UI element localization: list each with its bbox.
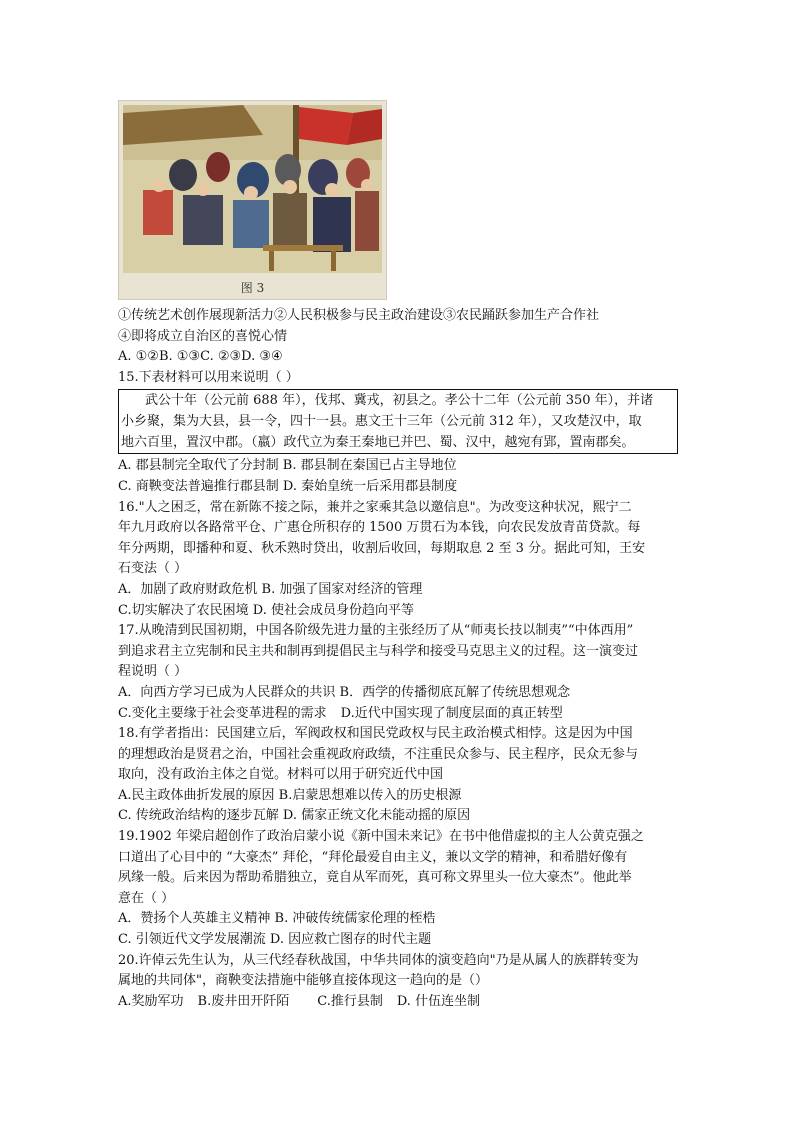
q15-material-box	[118, 389, 678, 454]
q15-material-line: 武公十年（公元前 688 年），伐邦、冀戎，初县之。孝公十二年（公元前 350 年），并诸	[145, 393, 654, 409]
q18-stem-line: 18.有学者指出：民国建立后，军阀政权和国民党政权与民主政治模式相悖。这是因为中国	[118, 726, 633, 742]
q14-statements-line1: ①传统艺术创作展现新活力②人民积极参与民主政治建设③农民踊跃参加生产合作社	[118, 308, 600, 323]
q19-stem-line: 意在（ ）	[118, 890, 175, 906]
q15-material-line: 小乡聚，集为大县，县一令，四十一县。惠文王十三年（公元前 312 年），又攻楚汉中，取	[121, 414, 642, 430]
q16-stem-line: 年分两期，即播种和夏、秋禾熟时贷出，收割后收回，每期取息 2 至 3 分。据此可知，王安	[118, 540, 646, 556]
q17-option-d: D.近代中国实现了制度层面的真正转型	[340, 705, 563, 721]
exam-page	[118, 100, 678, 1012]
q14-statements-line2: ④即将成立自治区的喜悦心情	[118, 328, 288, 344]
q15-stem: 15.下表材料可以用来说明（ ）	[118, 369, 299, 385]
figure-caption: 图 3	[240, 281, 265, 295]
q16-stem-line: 石变法（ ）	[118, 561, 188, 577]
q19-stem-line: 19.1902 年梁启超创作了政治启蒙小说《新中国未来记》在书中他借虚拟的主人公黄克强之	[118, 829, 644, 845]
q17-options-cd	[118, 704, 678, 725]
q18-options-ab: A.民主政体曲折发展的原因 B.启蒙思想难以传入的历史根源	[118, 787, 462, 803]
propaganda-painting-figure	[118, 100, 387, 300]
q15-options-cd: C. 商鞅变法普遍推行郡县制 D. 秦始皇统一后采用郡县制度	[118, 478, 458, 494]
q16-options-ab: A．加剧了政府财政危机 B. 加强了国家对经济的管理	[118, 581, 423, 597]
painting-image	[123, 105, 382, 273]
q19-stem-line: 夙缘一般。后来因为帮助希腊独立，竟自从军而死，真可称文界里头一位大豪杰”。他此举	[118, 870, 632, 886]
q17-stem-line: 程说明（ ）	[118, 664, 188, 680]
q20-option-d: D. 什伍连坐制	[396, 993, 481, 1009]
q20-option-c: C.推行县制	[317, 993, 383, 1009]
q16-stem-line: 16."人之困乏，常在新陈不接之际，兼并之家乘其急以邀信息"。为改变这种状况，熙宁二	[118, 499, 632, 515]
q17-option-c: C.变化主要缘于社会变革进程的需求	[118, 705, 327, 721]
q20-options	[118, 992, 678, 1013]
q19-stem-line: 口道出了心目中的 “大豪杰” 拜伦，“拜伦最爱自由主义，兼以文学的精神，和希腊好像有	[118, 849, 628, 865]
q20-option-a: A.奖励军功	[118, 993, 184, 1009]
q16-options-cd: C.切实解决了农民困境 D. 使社会成员身份趋向平等	[118, 602, 414, 618]
q17-stem-line: 到追求君主立宪制和民主共和制再到提倡民主与科学和接受马克思主义的过程。这一演变过	[118, 643, 639, 659]
q17-options-ab: A．向西方学习已成为人民群众的共识 B．西学的传播彻底瓦解了传统思想观念	[118, 684, 571, 700]
q15-options-ab: A. 郡县制完全取代了分封制 B. 郡县制在秦国已占主导地位	[118, 458, 457, 474]
q20-stem-line: 属地的共同体"，商鞅变法措施中能够直接体现这一趋向的是（）	[118, 973, 488, 989]
q19-options-cd: C. 引领近代文学发展潮流 D. 因应救亡图存的时代主题	[118, 932, 432, 948]
q17-stem-line: 17.从晚清到民国初期，中国各阶级先进力量的主张经历了从“师夷长技以制夷”“中体西用”	[118, 623, 634, 639]
q20-stem-line: 20.许倬云先生认为，从三代经春秋战国，中华共同体的演变趋向"乃是从属人的族群转变为	[118, 952, 639, 968]
q16-stem-line: 年九月政府以各路常平仓、广惠仓所积存的 1500 万贯石为本钱，向农民发放青苗贷款。每	[118, 520, 641, 536]
q19-options-ab: A．赞扬个人英雄主义精神 B. 冲破传统儒家伦理的桎梏	[118, 911, 436, 927]
q18-stem-line: 的理想政治是贤君之治，中国社会重视政府政绩，不注重民众参与、民主程序，民众无参与	[118, 746, 639, 762]
q18-stem-line: 取向，没有政治主体之自觉。材料可以用于研究近代中国	[118, 767, 444, 783]
q18-options-cd: C. 传统政治结构的逐步瓦解 D. 儒家正统文化未能动摇的原因	[118, 808, 471, 824]
q15-material-line: 地六百里，置汉中郡。（嬴）政代立为秦王秦地已并巴、蜀、汉中，越宛有郢，置南郡矣。	[121, 435, 635, 451]
q14-options: A. ①②B. ①③C. ②③D. ③④	[118, 349, 283, 365]
q20-option-b: B.废井田开阡陌	[197, 993, 290, 1009]
